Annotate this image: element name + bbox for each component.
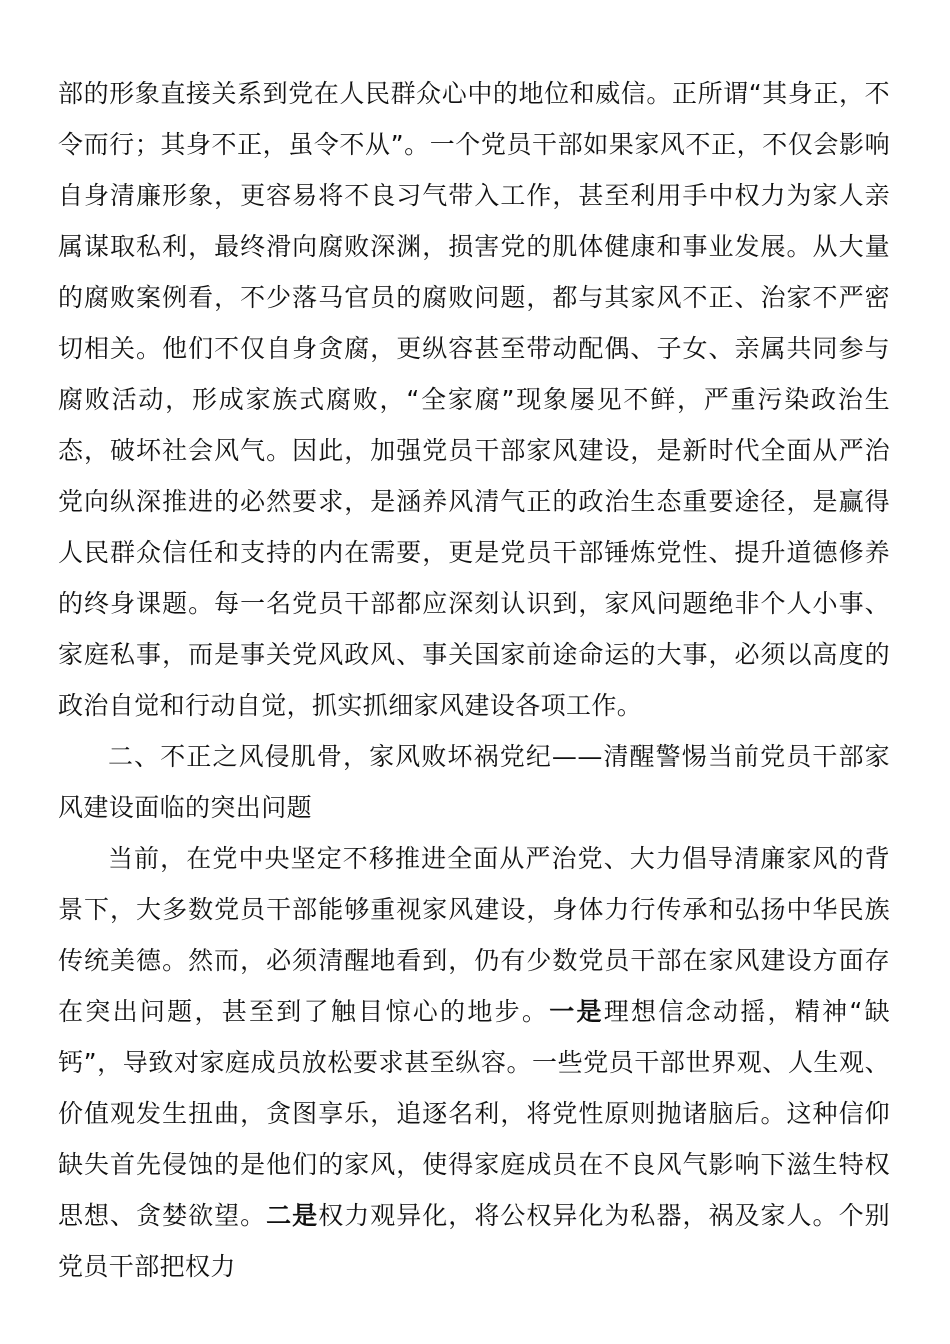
paragraph-intro: 当前，在党中央坚定不移推进全面从严治党、大力倡导清廉家风的背景下，大多数党员干部能够重视家风建设，身体力行传承和弘扬中华民族传统美德。然而，必须清醒地看到，仍有少数党员干部在家风建设方面存在突出问题，甚至到了触目惊心的地步。: [58, 844, 890, 1026]
section-heading: 二、不正之风侵肌骨，家风败坏祸党纪——清醒警惕当前党员干部家风建设面临的突出问题: [58, 742, 890, 822]
body-paragraph: 部的形象直接关系到党在人民群众心中的地位和威信。正所谓“其身正，不令而行；其身不正，虽令不从”。一个党员干部如果家风不正，不仅会影响自身清廉形象，更容易将不良习气带入工作，甚至利用手中权力为家人亲属谋取私利，最终滑向腐败深渊，损害党的肌体健康和事业发展。从大量的腐败案例看，不少落马官员的腐败问题，都与其家风不正、治家不严密切相关。他们不仅自身贪腐，更纵容甚至带动配偶、子女、亲属共同参与腐败活动，形成家族式腐败，“全家腐”现象屡见不鲜，严重污染政治生态，破坏社会风气。因此，加强党员干部家风建设，是新时代全面从严治党向纵深推进的必然要求，是涵养风清气正的政治生态重要途径，是赢得人民群众信任和支持的内在需要，更是党员干部锤炼党性、提升道德修养的终身课题。每一名党员干部都应深刻认识到，家风问题绝非个人小事、家庭私事，而是事关党风政风、事关国家前途命运的大事，必须以高度的政治自觉和行动自觉，抓实抓细家风建设各项工作。: [58, 79, 890, 720]
point-text-two: 权力观异化，将公权异化为私器，祸及家人。个别党员干部把权力: [58, 1201, 890, 1281]
point-text-one: 理想信念动摇，精神“缺钙”，导致对家庭成员放松要求甚至纵容。一些党员干部世界观、人生观、价值观发生扭曲，贪图享乐，追逐名利，将党性原则抛诸脑后。这种信仰缺失首先侵蚀的是他们的家风，使得家庭成员在不良风气影响下滋生特权思想、贪婪欲望。: [58, 997, 890, 1230]
point-label-two: 二是: [266, 1201, 319, 1230]
point-label-one: 一是: [549, 997, 604, 1026]
body-paragraph-section-two: [58, 833, 890, 1292]
